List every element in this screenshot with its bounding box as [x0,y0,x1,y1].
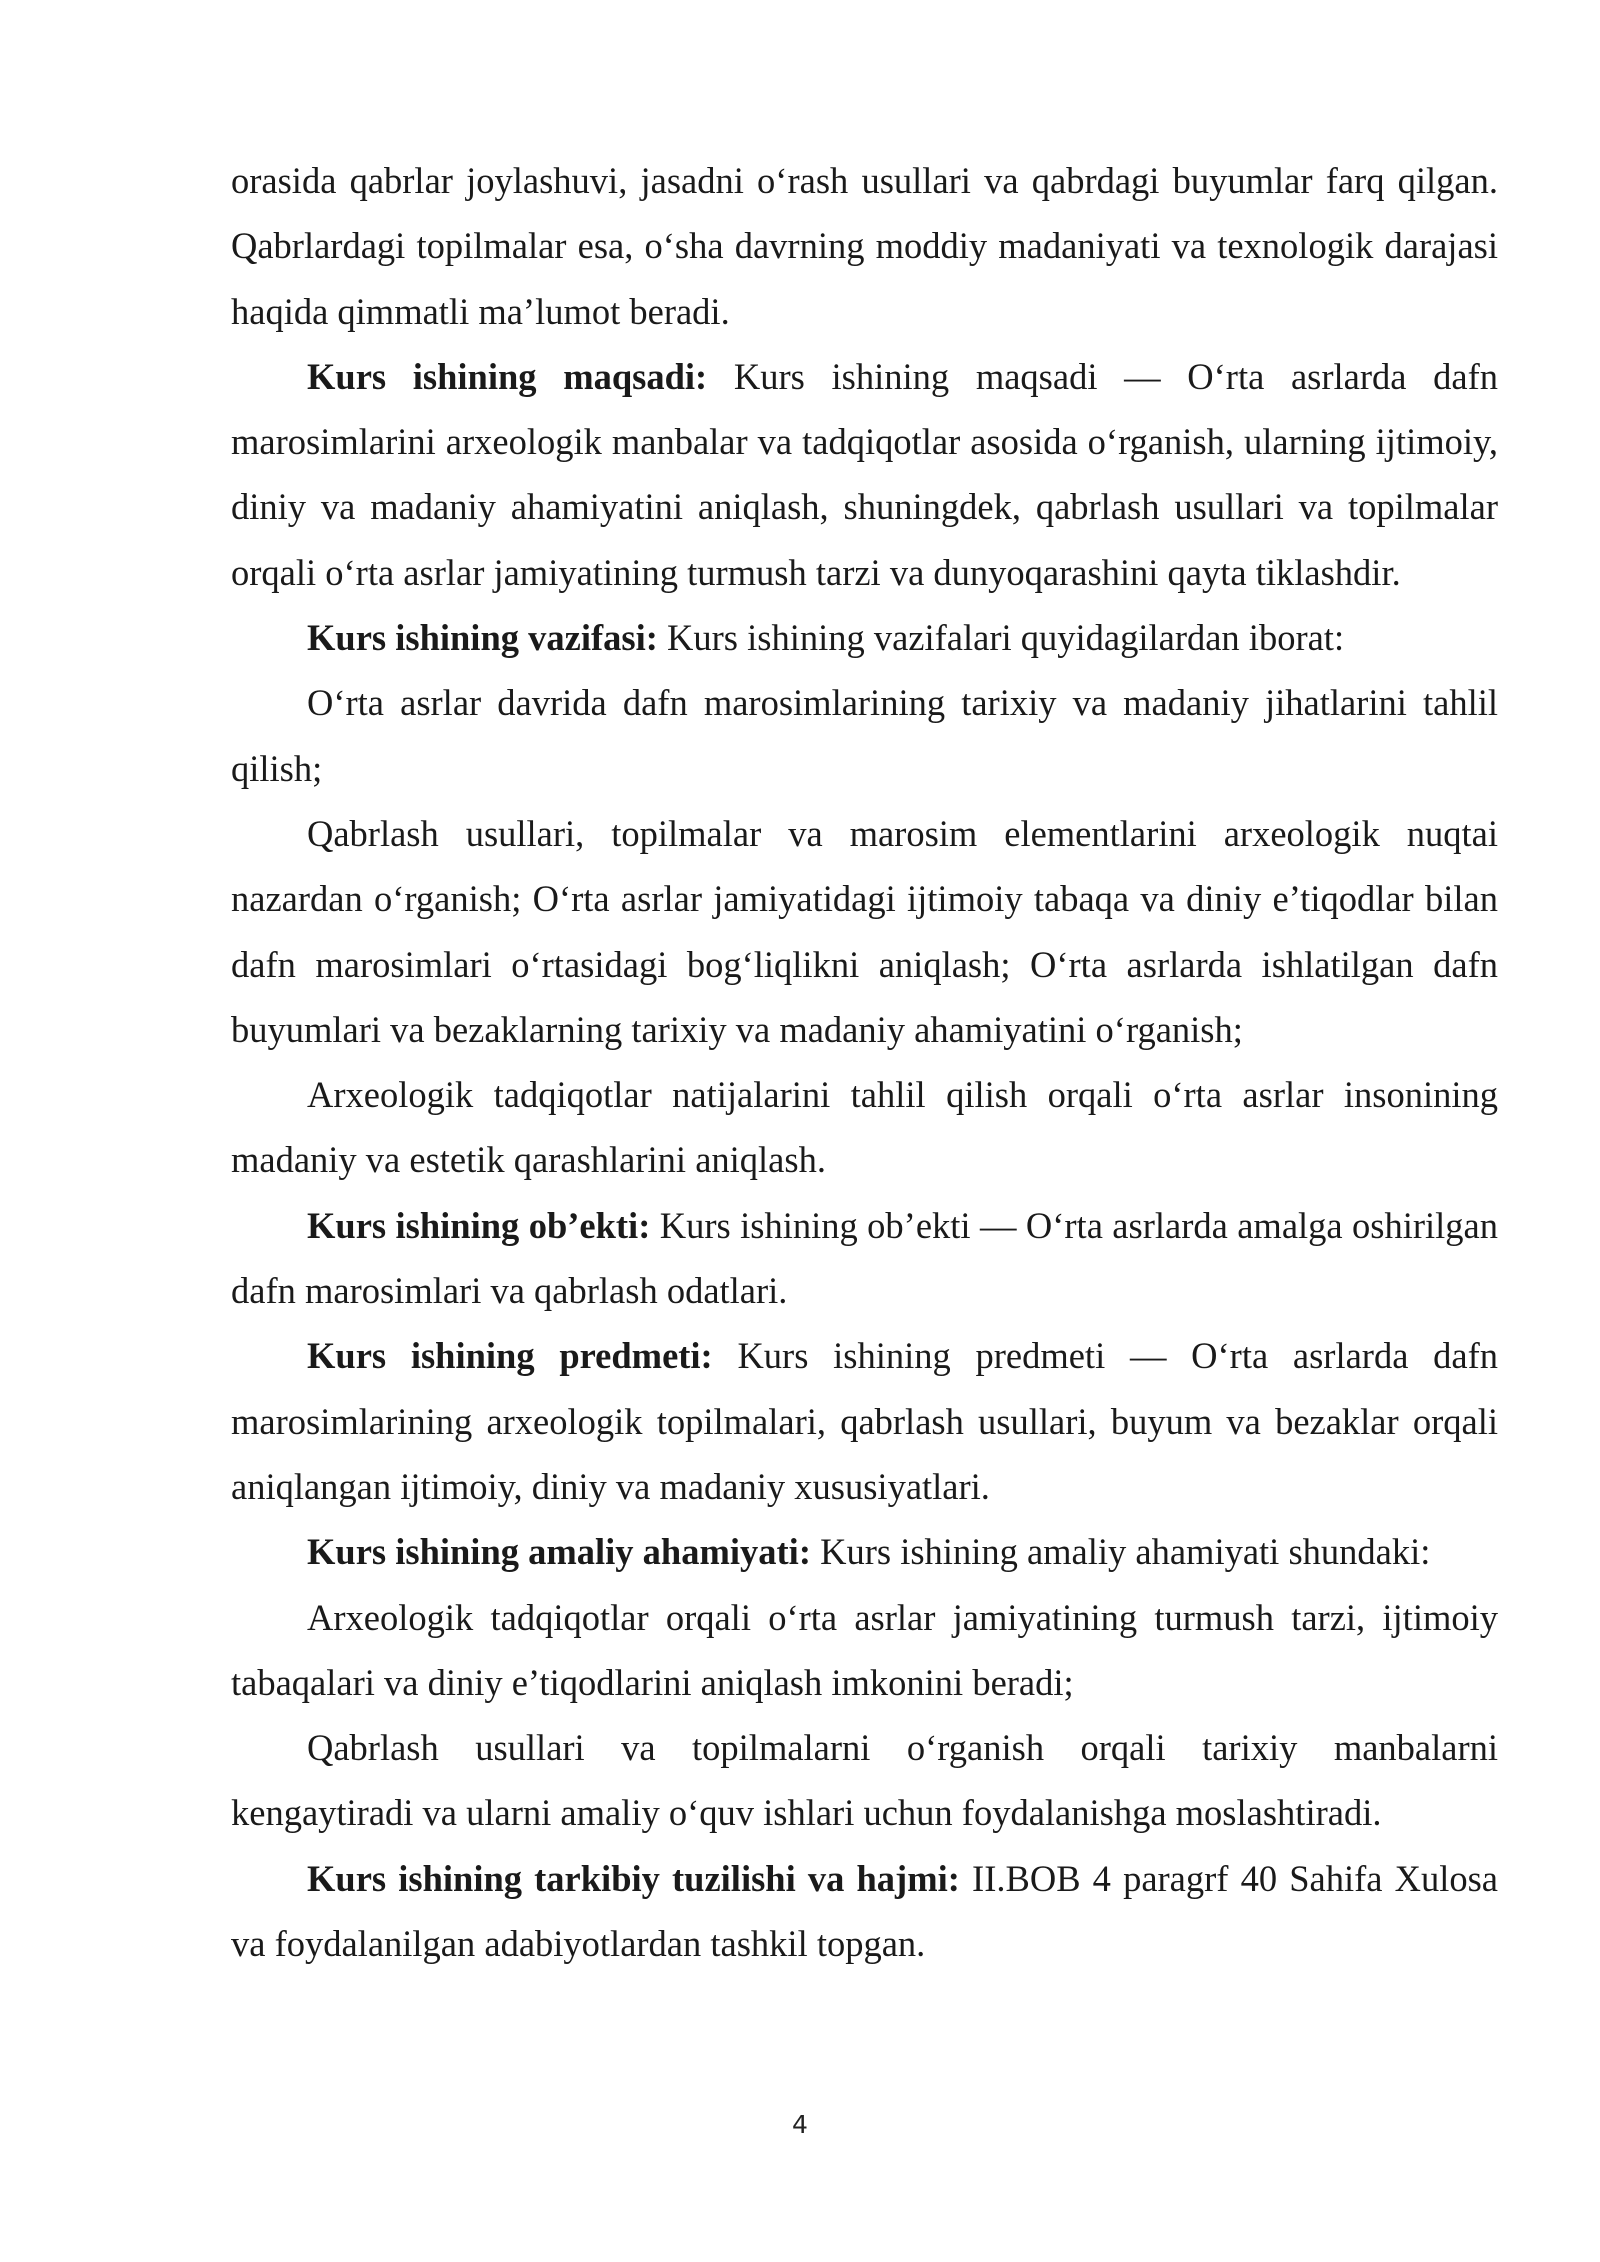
structure-label: Kurs ishining tarkibiy tuzilishi va hajmi: [307,1857,960,1899]
practical-item-2 [231,1715,1498,1846]
tasks-label: Kurs ishining vazifasi: [307,617,658,659]
subject-text: Kurs ishining predmeti — O‘rta asrlarda dafn marosimlarining arxeologik topilmalari, qabrlash usullari, buyum va bezaklar orqali aniqlangan ijtimoiy, diniy va madaniy xususiyatlari. [231,1335,1498,1507]
practical-item-1 [231,1585,1498,1716]
paragraph-goal [231,344,1498,605]
task-item-text: Arxeologik tadqiqotlar natijalarini tahlil qilish orqali o‘rta asrlar insonining madaniy va estetik qarashlarini aniqlash. [231,1074,1498,1181]
paragraph-subject [231,1323,1498,1519]
paragraph-text: orasida qabrlar joylashuvi, jasadni o‘rash usullari va qabrdagi buyumlar farq qilgan. Qabrlardagi topilmalar esa, o‘sha davrning moddiy madaniyati va texnologik darajasi haqida qimmatli ma’lumot beradi. [231,160,1498,332]
document-body [231,148,1498,1976]
paragraph-structure [231,1846,1498,1977]
paragraph-object [231,1193,1498,1324]
task-item-2 [231,801,1498,1062]
paragraph-practical-significance [231,1519,1498,1584]
task-item-text: O‘rta asrlar davrida dafn marosimlarining tarixiy va madaniy jihatlarini tahlil qilish; [231,682,1498,789]
paragraph-tasks [231,605,1498,670]
goal-text: Kurs ishining maqsadi — O‘rta asrlarda dafn marosimlarini arxeologik manbalar va tadqiqotlar asosida o‘rganish, ularning ijtimoiy, diniy va madaniy ahamiyatini aniqlash, shuningdek, qabrlash usullari va topilmalar orqali o‘rta asrlar jamiyatining turmush tarzi va dunyoqarashini qayta tiklashdir. [231,355,1499,593]
practical-item-text: Qabrlash usullari va topilmalarni o‘rganish orqali tarixiy manbalarni kengaytiradi va ularni amaliy o‘quv ishlari uchun foydalanishga moslashtiradi. [231,1727,1498,1834]
practical-text: Kurs ishining amaliy ahamiyati shundaki: [810,1531,1431,1573]
page-number: 4 [792,2110,808,2139]
task-item-text: Qabrlash usullari, topilmalar va marosim elementlarini arxeologik nuqtai nazardan o‘rganish; O‘rta asrlar jamiyatidagi ijtimoiy tabaqa va diniy e’tiqodlar bilan dafn marosimlari o‘rtasidagi bog‘liqlikni aniqlash; O‘rta asrlarda ishlatilgan dafn buyumlari va bezaklarning tarixiy va madaniy ahamiyatini o‘rganish; [231,812,1498,1050]
object-label: Kurs ishining ob’ekti: [307,1204,651,1246]
task-item-1 [231,670,1498,801]
goal-label: Kurs ishining maqsadi: [307,355,708,397]
practical-label: Kurs ishining amaliy ahamiyati: [307,1531,811,1573]
tasks-text: Kurs ishining vazifalari quyidagilardan iborat: [657,617,1345,659]
task-item-3 [231,1062,1498,1193]
object-text: Kurs ishining ob’ekti — O‘rta asrlarda amalga oshirilgan dafn marosimlari va qabrlash odatlari. [231,1204,1498,1312]
subject-label: Kurs ishining predmeti: [307,1335,713,1377]
practical-item-text: Arxeologik tadqiqotlar orqali o‘rta asrlar jamiyatining turmush tarzi, ijtimoiy tabaqalari va diniy e’tiqodlarini aniqlash imkonini beradi; [231,1596,1498,1703]
structure-text: II.BOB 4 paragrf 40 Sahifa Xulosa va foydalanilgan adabiyotlardan tashkil topgan. [231,1857,1498,1965]
paragraph-continuation [231,148,1498,344]
